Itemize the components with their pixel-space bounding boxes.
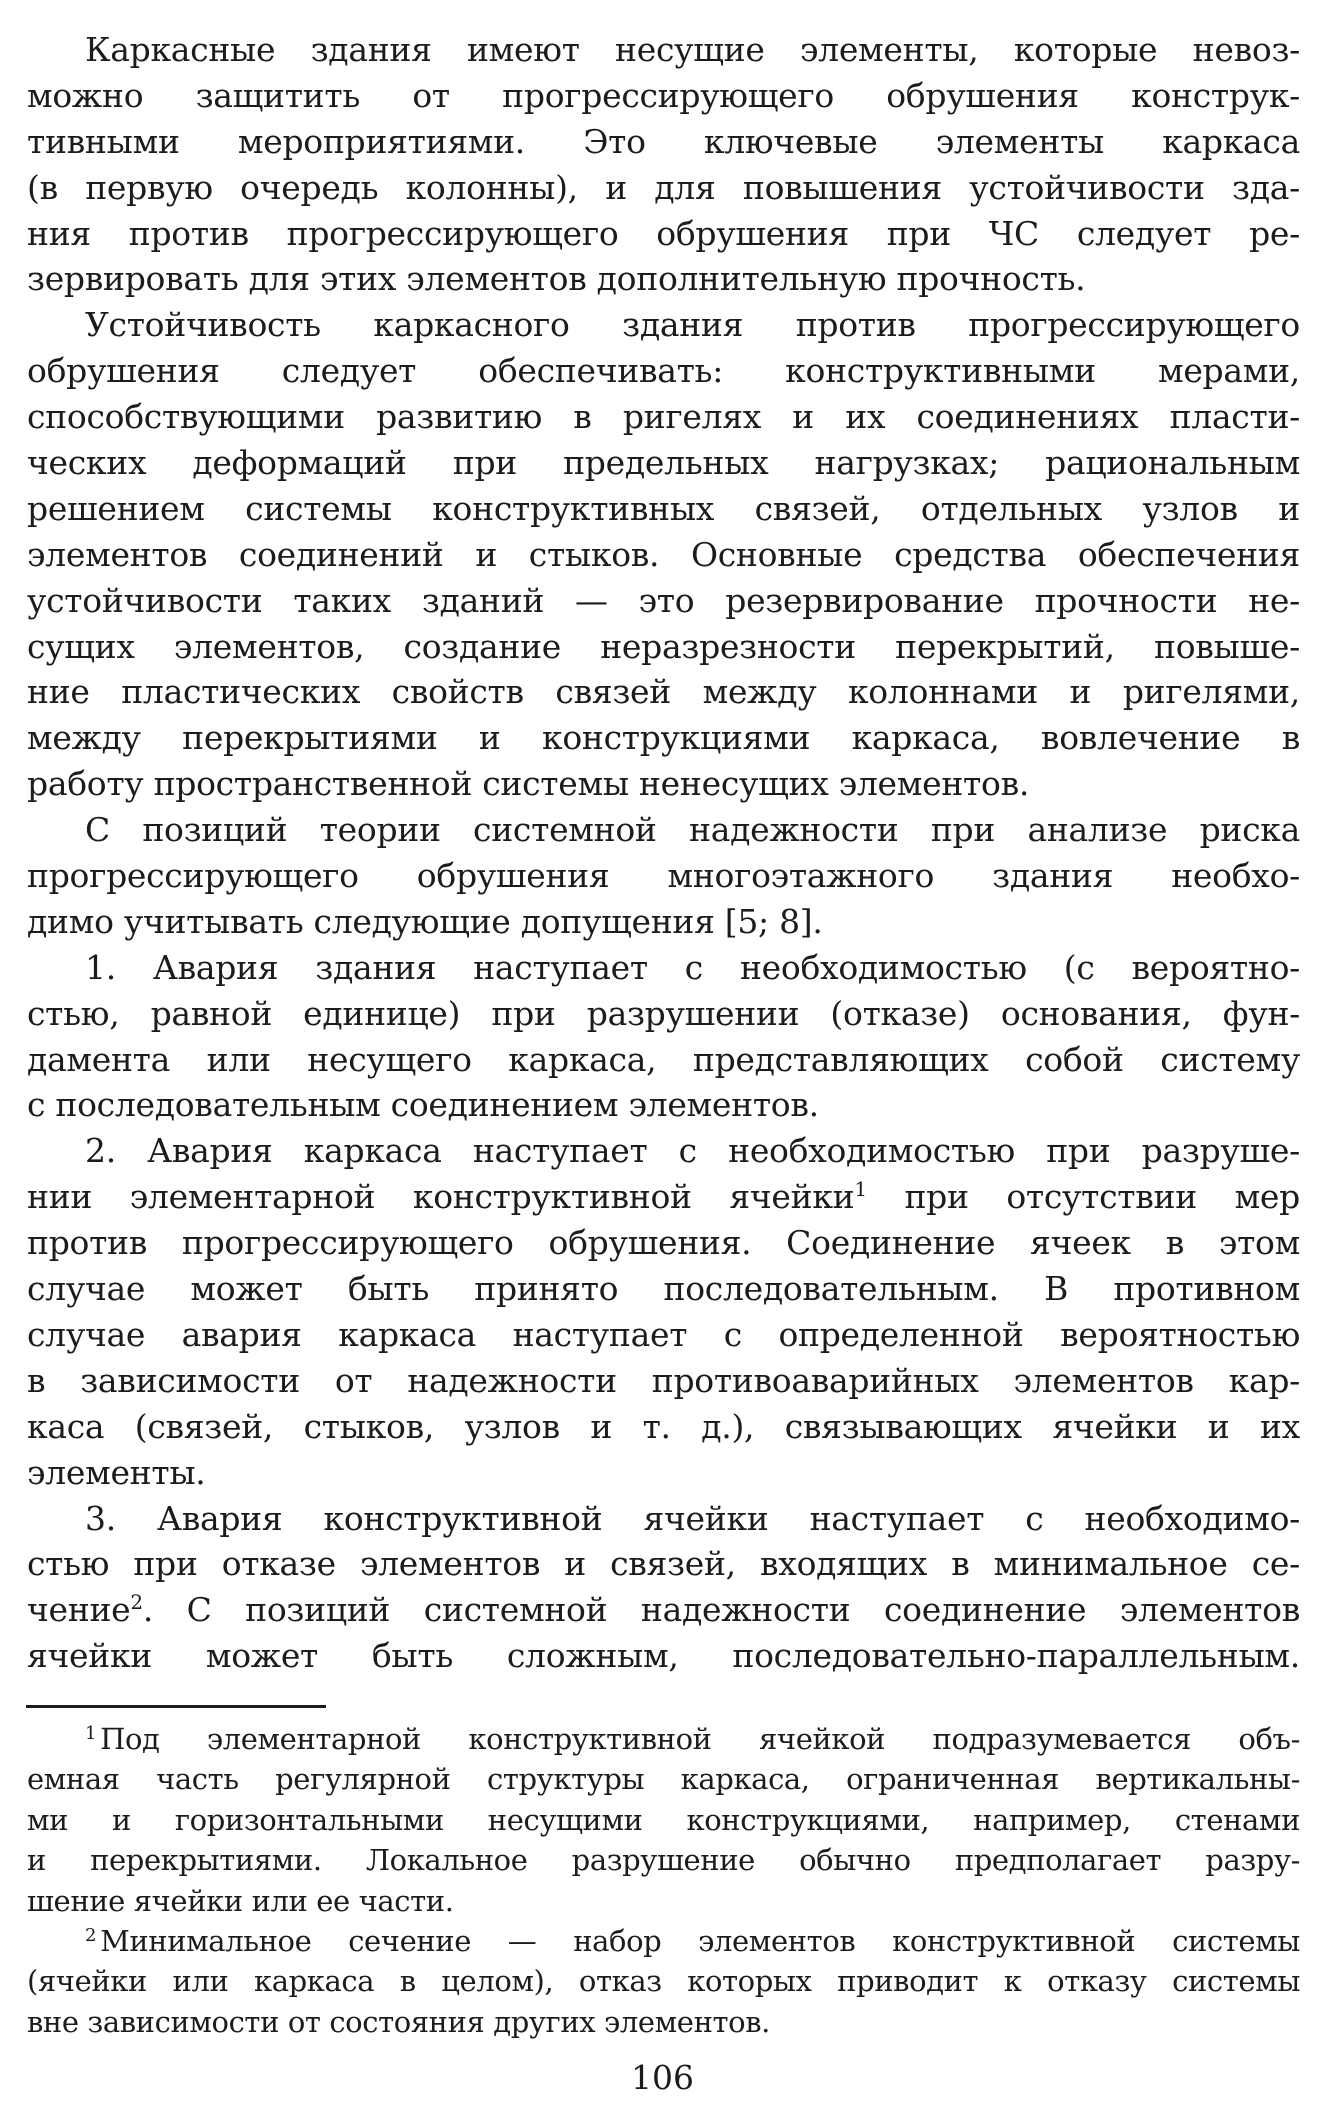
- footnote-line: (ячейки или каркаса в целом), отказ которых приводит к отказу системы: [27, 1964, 1300, 1999]
- page-number: 106: [631, 2058, 694, 2097]
- text-segment: чение: [27, 1590, 131, 1630]
- text-line: 2. Авария каркаса наступает с необходимостью при разруше-: [85, 1131, 1300, 1171]
- text-line: димо учитывать следующие допущения [5; 8].: [27, 901, 823, 941]
- footnotes: [27, 1719, 1300, 2042]
- numbered-item-2: [27, 1128, 1300, 1495]
- footnote-1: [27, 1719, 1300, 1921]
- text-line: ние пластических свойств связей между колоннами и ригелями,: [27, 672, 1300, 712]
- text-line: работу пространственной системы ненесущих элементов.: [27, 764, 1030, 804]
- text-line: против прогрессирующего обрушения. Соединение ячеек в этом: [27, 1223, 1300, 1263]
- text-line: каса (связей, стыков, узлов и т. д.), связывающих ячейки и их: [27, 1406, 1300, 1446]
- text-line: [27, 1174, 1300, 1220]
- text-line: зервировать для этих элементов дополнительную прочность.: [27, 259, 1086, 299]
- text-line: обрушения следует обеспечивать: конструктивными мерами,: [27, 351, 1300, 391]
- text-line: 3. Авария конструктивной ячейки наступает с необходимо-: [85, 1498, 1300, 1538]
- paragraph: [27, 807, 1300, 945]
- text-line: в зависимости от надежности противоаварийных элементов кар-: [27, 1360, 1300, 1400]
- paragraph: [27, 302, 1300, 807]
- footnote-line: [27, 1719, 1300, 1759]
- text-line: (в первую очередь колонны), и для повышения устойчивости зда-: [27, 167, 1300, 207]
- footnote-line: вне зависимости от состояния других элементов.: [27, 2004, 770, 2039]
- text-segment: . С позиций системной надежности соединение элементов: [142, 1590, 1300, 1630]
- text-line: способствующими развитию в ригелях и их соединениях пласти-: [27, 397, 1300, 437]
- text-line: 1. Авария здания наступает с необходимостью (с вероятно-: [85, 947, 1300, 987]
- numbered-item-3: [27, 1496, 1300, 1680]
- text-line: стью при отказе элементов и связей, входящих в минимальное се-: [27, 1544, 1300, 1584]
- text-line: стью, равной единице) при разрушении (отказе) основания, фун-: [27, 993, 1300, 1033]
- text-line: случае может быть принято последовательным. В противном: [27, 1269, 1300, 1309]
- footnote-line: шение ячейки или ее части.: [27, 1883, 454, 1918]
- text-segment: Минимальное сечение — набор элементов конструктивной системы: [100, 1923, 1300, 1958]
- text-line: ческих деформаций при предельных нагрузках; рациональным: [27, 443, 1300, 483]
- text-line: С позиций теории системной надежности при анализе риска: [85, 810, 1300, 850]
- text-line: с последовательным соединением элементов.: [27, 1085, 819, 1125]
- footnote-line: емная часть регулярной структуры каркаса, ограниченная вертикальны-: [27, 1762, 1300, 1797]
- footnote-marker: 1: [85, 1723, 97, 1744]
- footnote-divider: [26, 1705, 326, 1708]
- text-line: решением системы конструктивных связей, отдельных узлов и: [27, 488, 1300, 528]
- footnote-line: ми и горизонтальными несущими конструкциями, например, стенами: [27, 1802, 1300, 1837]
- text-line: между перекрытиями и конструкциями каркаса, вовлечение в: [27, 718, 1300, 758]
- text-line: элементы.: [27, 1452, 206, 1492]
- text-segment: Под элементарной конструктивной ячейкой подразумевается объ-: [100, 1722, 1300, 1756]
- footnote-2: [27, 1921, 1300, 2042]
- text-line: можно защитить от прогрессирующего обрушения конструк-: [27, 75, 1300, 115]
- footnote-line: [27, 1921, 1300, 1961]
- footnote-line: и перекрытиями. Локальное разрушение обычно предполагает разру-: [27, 1843, 1300, 1878]
- body-text: [27, 27, 1300, 1679]
- text-line: тивными мероприятиями. Это ключевые элементы каркаса: [27, 121, 1300, 161]
- text-line: ния против прогрессирующего обрушения при ЧС следует ре-: [27, 213, 1300, 253]
- text-line: дамента или несущего каркаса, представляющих собой систему: [27, 1039, 1300, 1079]
- text-segment: нии элементарной конструктивной ячейки: [27, 1177, 855, 1217]
- text-line: элементов соединений и стыков. Основные средства обеспечения: [27, 534, 1300, 574]
- text-line: [27, 1587, 1300, 1633]
- numbered-item-1: [27, 945, 1300, 1129]
- text-line: ячейки может быть сложным, последовательно-параллельным.: [27, 1636, 1300, 1676]
- text-line: Устойчивость каркасного здания против прогрессирующего: [85, 305, 1300, 345]
- text-line: случае авария каркаса наступает с определенной вероятностью: [27, 1314, 1300, 1354]
- text-line: устойчивости таких зданий — это резервирование прочности не-: [27, 580, 1300, 620]
- text-segment: при отсутствии мер: [866, 1177, 1300, 1217]
- text-line: сущих элементов, создание неразрезности перекрытий, повыше-: [27, 626, 1300, 666]
- footnote-marker: 2: [85, 1924, 97, 1946]
- text-line: прогрессирующего обрушения многоэтажного здания необхо-: [27, 856, 1300, 896]
- footnote-ref-2[interactable]: 2: [130, 1590, 143, 1615]
- paragraph: [27, 27, 1300, 302]
- footnote-ref-1[interactable]: 1: [854, 1177, 867, 1202]
- text-line: Каркасные здания имеют несущие элементы, которые невоз-: [85, 30, 1300, 69]
